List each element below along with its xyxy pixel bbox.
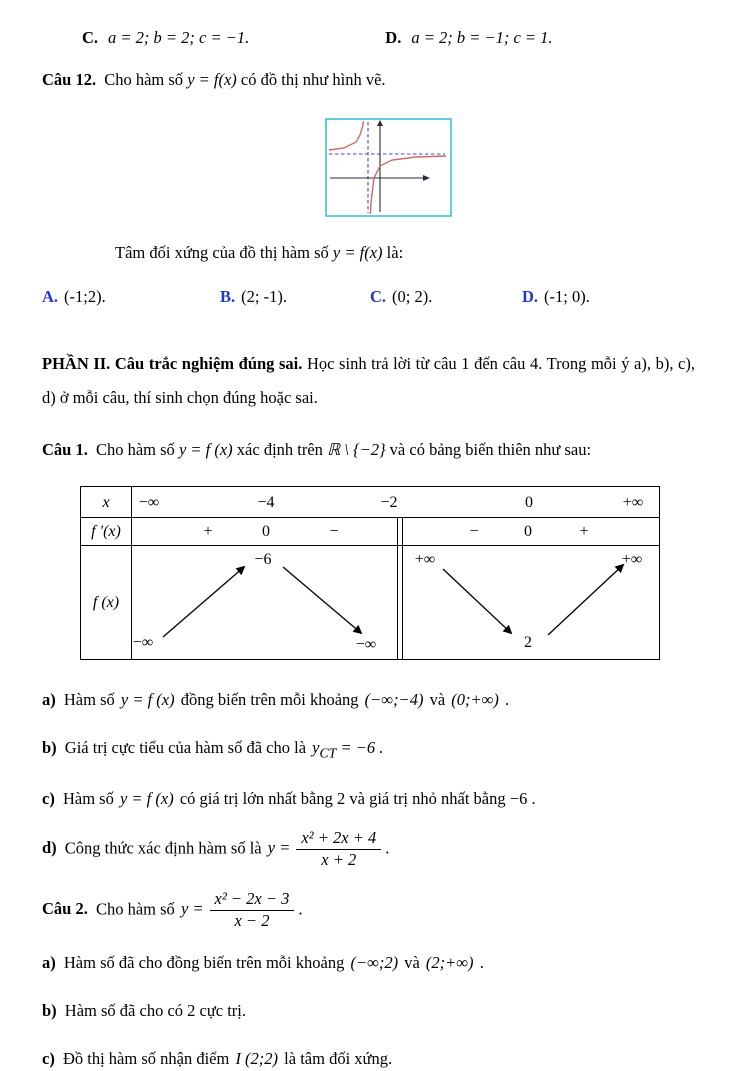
choice-d-math: a = 2; b = −1; c = 1. [411,28,553,47]
bbt-f-value: −∞ [132,633,154,651]
math-segment: y = f(x) [187,69,237,89]
q1-statement-c [42,787,695,811]
bbt-f-value: +∞ [414,550,436,568]
question-12-choices [42,285,695,309]
bbt-sign: + [203,522,213,540]
math-segment: I (2;2) [235,1048,279,1068]
math-segment: y = [267,838,291,858]
math-segment: (−∞;2) [350,952,399,972]
text-segment: Hàm số đã cho đồng biến trên mỗi khoảng [63,952,345,972]
math-value: = −6 . [340,737,384,757]
fraction-denominator: x + 2 [321,849,357,869]
statement-label: b) [42,737,57,757]
fraction [210,890,295,931]
statement-label: a) [42,689,56,709]
bbt-sign: 0 [262,522,270,540]
math-segment: y = f (x) [119,789,174,809]
text-segment: là: [386,242,404,262]
question-12-label: Câu 12. [42,69,97,89]
bbt-header-f: f (x) [92,593,120,611]
text-segment: và [429,689,446,709]
bbt-f-value: +∞ [621,550,643,568]
text-segment: . [531,789,536,809]
text-segment: Giá trị cực tiểu của hàm số đã cho là [64,737,307,757]
choice-c2 [370,285,522,309]
text-segment: và giá trị nhỏ nhất bằng [349,789,506,809]
statement-label: c) [42,1048,55,1068]
q2-statement-c [42,1047,695,1071]
text-segment: Cho hàm số [95,899,175,919]
statement-label: c) [42,789,55,809]
fraction-denominator: x − 2 [234,910,270,930]
choice-a-label: A. [42,286,59,306]
math-segment: (0;+∞) [451,689,499,709]
text-segment: Hàm số đã cho có 2 cực trị. [64,1000,247,1020]
question-1-label: Câu 1. [42,439,88,459]
variation-table [80,486,660,660]
q2-statement-a [42,951,695,975]
bbt-x-value: −4 [257,493,275,511]
math-number: 2 [337,789,346,809]
text-segment: . [479,952,484,972]
fraction [296,829,381,870]
part2-body: Học sinh trả lời từ câu 1 đến câu 4. Trong mỗi ý a), b), c), d) ở mỗi câu, thí sinh chọn đúng hoặc sai. [42,353,695,408]
bbt-header-fprime: f ′(x) [91,522,121,540]
arrow-down-right [443,569,511,633]
math-segment: y = f (x) [178,439,233,459]
text-segment: Hàm số [62,789,114,809]
question-12-intro [42,68,695,92]
choice-d-label: D. [385,28,402,47]
bbt-f-value: 2 [524,633,532,651]
table-double-line [397,517,398,659]
bbt-x-value: −2 [380,493,398,511]
math-segment: ℝ \ {−2} [327,439,386,459]
math-segment: (−∞;−4) [364,689,424,709]
bbt-sign: + [579,522,589,540]
choice-d-text: (-1; 0). [544,286,590,306]
text-segment: và có bảng biến thiên như sau: [389,439,592,459]
table-line [81,517,659,518]
fraction-numerator: x² − 2x − 3 [210,890,295,911]
bbt-header-x: x [102,493,110,511]
text-segment: là tâm đối xứng. [284,1048,393,1068]
math-subscript: CT [319,745,337,761]
statement-label: a) [42,952,56,972]
text-segment: Đồ thị hàm số nhận điểm [62,1048,230,1068]
arrow-down-left [283,567,361,633]
math-segment: y = [180,899,204,919]
table-double-line [402,517,403,659]
choice-b-label: B. [220,286,236,306]
question-2-intro [42,890,695,931]
arrow-up-right [548,565,623,635]
math-segment [312,737,384,761]
arrow-up-left [163,567,244,637]
bbt-x-value: +∞ [622,493,644,511]
text-segment: . [298,899,303,919]
bbt-x-value: −∞ [138,493,160,511]
choice-d-label: D. [522,286,539,306]
y-axis-arrow [377,120,383,126]
bbt-f-value: −6 [254,550,272,568]
curve-branch-right [370,156,446,214]
answer-row-top [42,26,695,50]
q1-statement-b [42,736,695,763]
text-segment: và [404,952,420,972]
choice-b-text: (2; -1). [241,286,287,306]
text-segment: xác định trên [236,439,323,459]
question-12-caption [115,241,695,265]
text-segment: Công thức xác định hàm số là [64,838,262,858]
choice-c-text: (0; 2). [392,286,433,306]
q2-statement-b [42,999,695,1023]
choice-c-label: C. [82,28,99,47]
q1-statement-a [42,688,695,712]
q1-statement-d [42,829,695,870]
bbt-x-value: 0 [525,493,533,511]
function-graph [325,118,452,217]
bbt-sign: − [469,522,479,540]
math-segment: y = f (x) [120,689,175,709]
text-segment: Hàm số [63,689,115,709]
x-axis-arrow [423,175,430,181]
statement-label: b) [42,1000,57,1020]
part2-title: PHẦN II. Câu trắc nghiệm đúng sai. [42,353,303,373]
text-segment: Tâm đối xứng của đồ thị hàm số [115,242,329,262]
text-segment: . [505,689,510,709]
math-segment: (2;+∞) [425,952,474,972]
text-segment: có giá trị lớn nhất bằng [179,789,333,809]
text-segment: có đồ thị như hình vẽ. [240,69,386,89]
function-graph-figure [325,118,452,217]
choice-d [385,26,552,50]
bbt-f-value: −∞ [355,635,377,653]
curve-branch-left [329,121,364,150]
fraction-numerator: x² + 2x + 4 [296,829,381,850]
bbt-sign: 0 [524,522,532,540]
question-2-label: Câu 2. [42,899,88,919]
choice-c-math: a = 2; b = 2; c = −1. [108,28,250,47]
choice-c-label: C. [370,286,387,306]
text-segment: Cho hàm số [104,69,184,89]
bbt-sign: − [329,522,339,540]
graph-border-box [326,119,451,216]
math-number: −6 [509,789,528,809]
choice-d2 [522,285,590,309]
choice-b [220,285,370,309]
choice-a-text: (-1;2). [64,286,106,306]
statement-label: d) [42,838,57,858]
question-1-intro [42,438,695,462]
math-segment: y = f(x) [332,242,383,262]
choice-c [82,26,249,50]
text-segment: . [385,838,390,858]
text-segment: đồng biến trên mỗi khoảng [180,689,359,709]
math-var: y [312,737,320,757]
part2-heading [42,347,695,416]
choice-a [42,285,220,309]
table-line [81,545,659,546]
text-segment: Cho hàm số [95,439,175,459]
